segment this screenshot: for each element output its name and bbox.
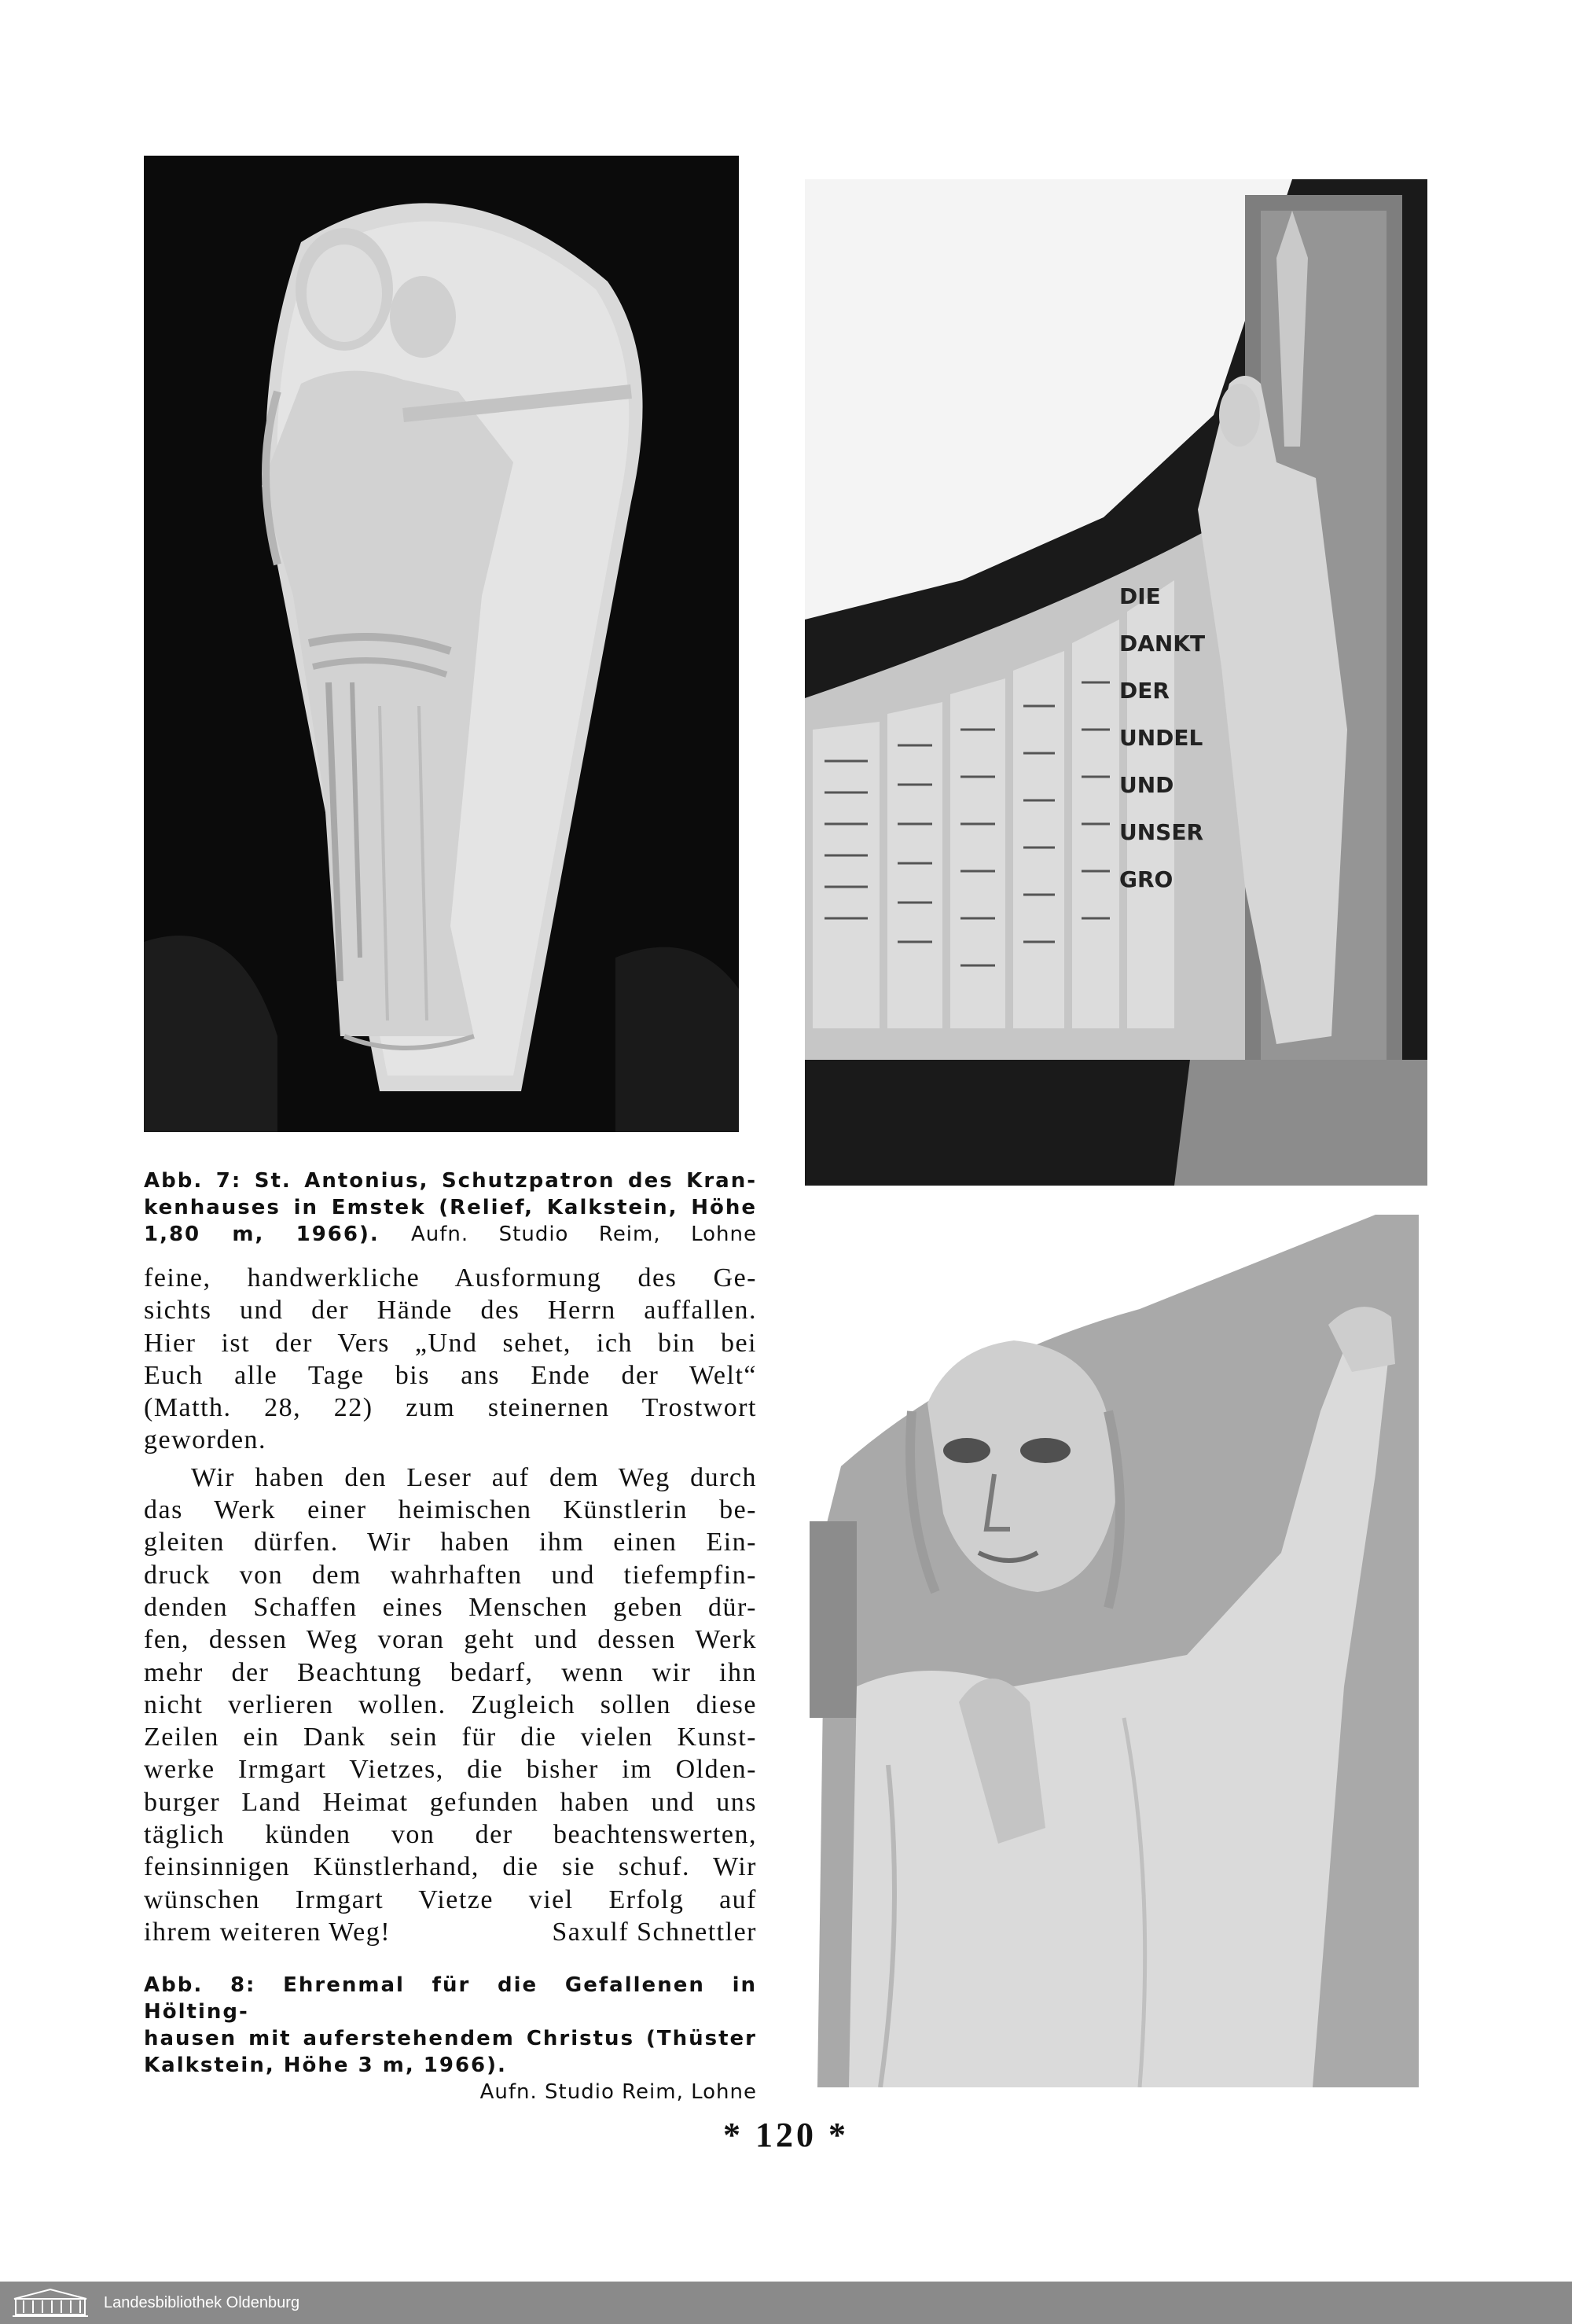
author-signature: Saxulf Schnettler — [552, 1917, 757, 1947]
inscription-line: DANKT — [1119, 631, 1206, 656]
body-line: geworden. — [144, 1425, 267, 1455]
inscription-line: DER — [1119, 678, 1170, 704]
article-body — [144, 1262, 757, 1948]
page-number: * 120 * — [723, 2116, 849, 2154]
body-line: feinsinnigen Künstlerhand, die sie schuf. Wir — [144, 1852, 757, 1882]
figure-8-caption — [144, 1972, 757, 2105]
body-line: wünschen Irmgart Vietze viel Erfolg auf — [144, 1885, 757, 1914]
inscription-line: UND — [1119, 772, 1174, 798]
body-line: das Werk einer heimischen Künstlerin be- — [144, 1495, 757, 1525]
photo-credit: Aufn. Studio Reim, Lohne — [411, 1223, 757, 1246]
body-line: täglich künden von der beachtenswerten, — [144, 1820, 757, 1850]
inscription-line: UNSER — [1119, 819, 1204, 845]
caption-line: Abb. 7: St. Antonius, Schutzpatron des Kran- — [144, 1169, 757, 1193]
figure-war-memorial — [805, 179, 1427, 1186]
caption-line-last — [144, 1221, 757, 1248]
body-line: Wir haben den Leser auf dem Weg durch — [191, 1462, 757, 1492]
body-line: denden Schaffen eines Menschen geben dür- — [144, 1592, 757, 1622]
footer-bar — [0, 2282, 1572, 2324]
body-line: gleiten dürfen. Wir haben ihm einen Ein- — [144, 1528, 757, 1557]
caption-line: Kalkstein, Höhe 3 m, 1966). — [144, 2054, 507, 2077]
body-line: (Matth. 28, 22) zum steinernen Trostwort — [144, 1393, 757, 1423]
body-line: burger Land Heimat gefunden haben und uns — [144, 1787, 757, 1817]
caption-line: 1,80 m, 1966). — [144, 1223, 380, 1246]
body-line: Hier ist der Vers „Und sehet, ich bin bei — [144, 1328, 757, 1358]
body-line: Euch alle Tage bis ans Ende der Welt“ — [144, 1360, 757, 1390]
body-last-line — [144, 1916, 757, 1948]
body-line: sichts und der Hände des Herrn auffallen. — [144, 1296, 757, 1326]
body-line: feine, handwerkliche Ausformung des Ge- — [144, 1263, 757, 1293]
inscription-line: UNDEL — [1119, 725, 1203, 751]
inscription-line: GRO — [1119, 866, 1173, 892]
footer-library-label: Landesbibliothek Oldenburg — [104, 2294, 300, 2311]
body-line: Zeilen ein Dank sein für die vielen Kunst- — [144, 1723, 757, 1752]
figure-risen-christ — [810, 1215, 1419, 2087]
body-line: fen, dessen Weg voran geht und dessen Werk — [144, 1625, 757, 1655]
figure-st-antonius-relief — [144, 156, 739, 1132]
figure-7-caption — [144, 1168, 757, 1248]
body-line: mehr der Beachtung bedarf, wenn wir ihn — [144, 1657, 757, 1687]
body-line: ihrem weiteren Weg! — [144, 1917, 391, 1947]
body-line: druck von dem wahrhaften und tiefempfin- — [144, 1560, 757, 1590]
caption-line: kenhauses in Emstek (Relief, Kalkstein, Höhe — [144, 1196, 757, 1219]
body-line: werke Irmgart Vietzes, die bisher im Olden- — [144, 1755, 757, 1785]
photo-credit: Aufn. Studio Reim, Lohne — [479, 2080, 757, 2104]
inscription-line: DIE — [1119, 583, 1161, 609]
body-line: nicht verlieren wollen. Zugleich sollen diese — [144, 1690, 757, 1719]
library-building-icon — [11, 2288, 90, 2318]
caption-line: Abb. 8: Ehrenmal für die Gefallenen in Hölting- — [144, 1973, 757, 2024]
caption-line: hausen mit auferstehendem Christus (Thüster — [144, 2027, 757, 2050]
